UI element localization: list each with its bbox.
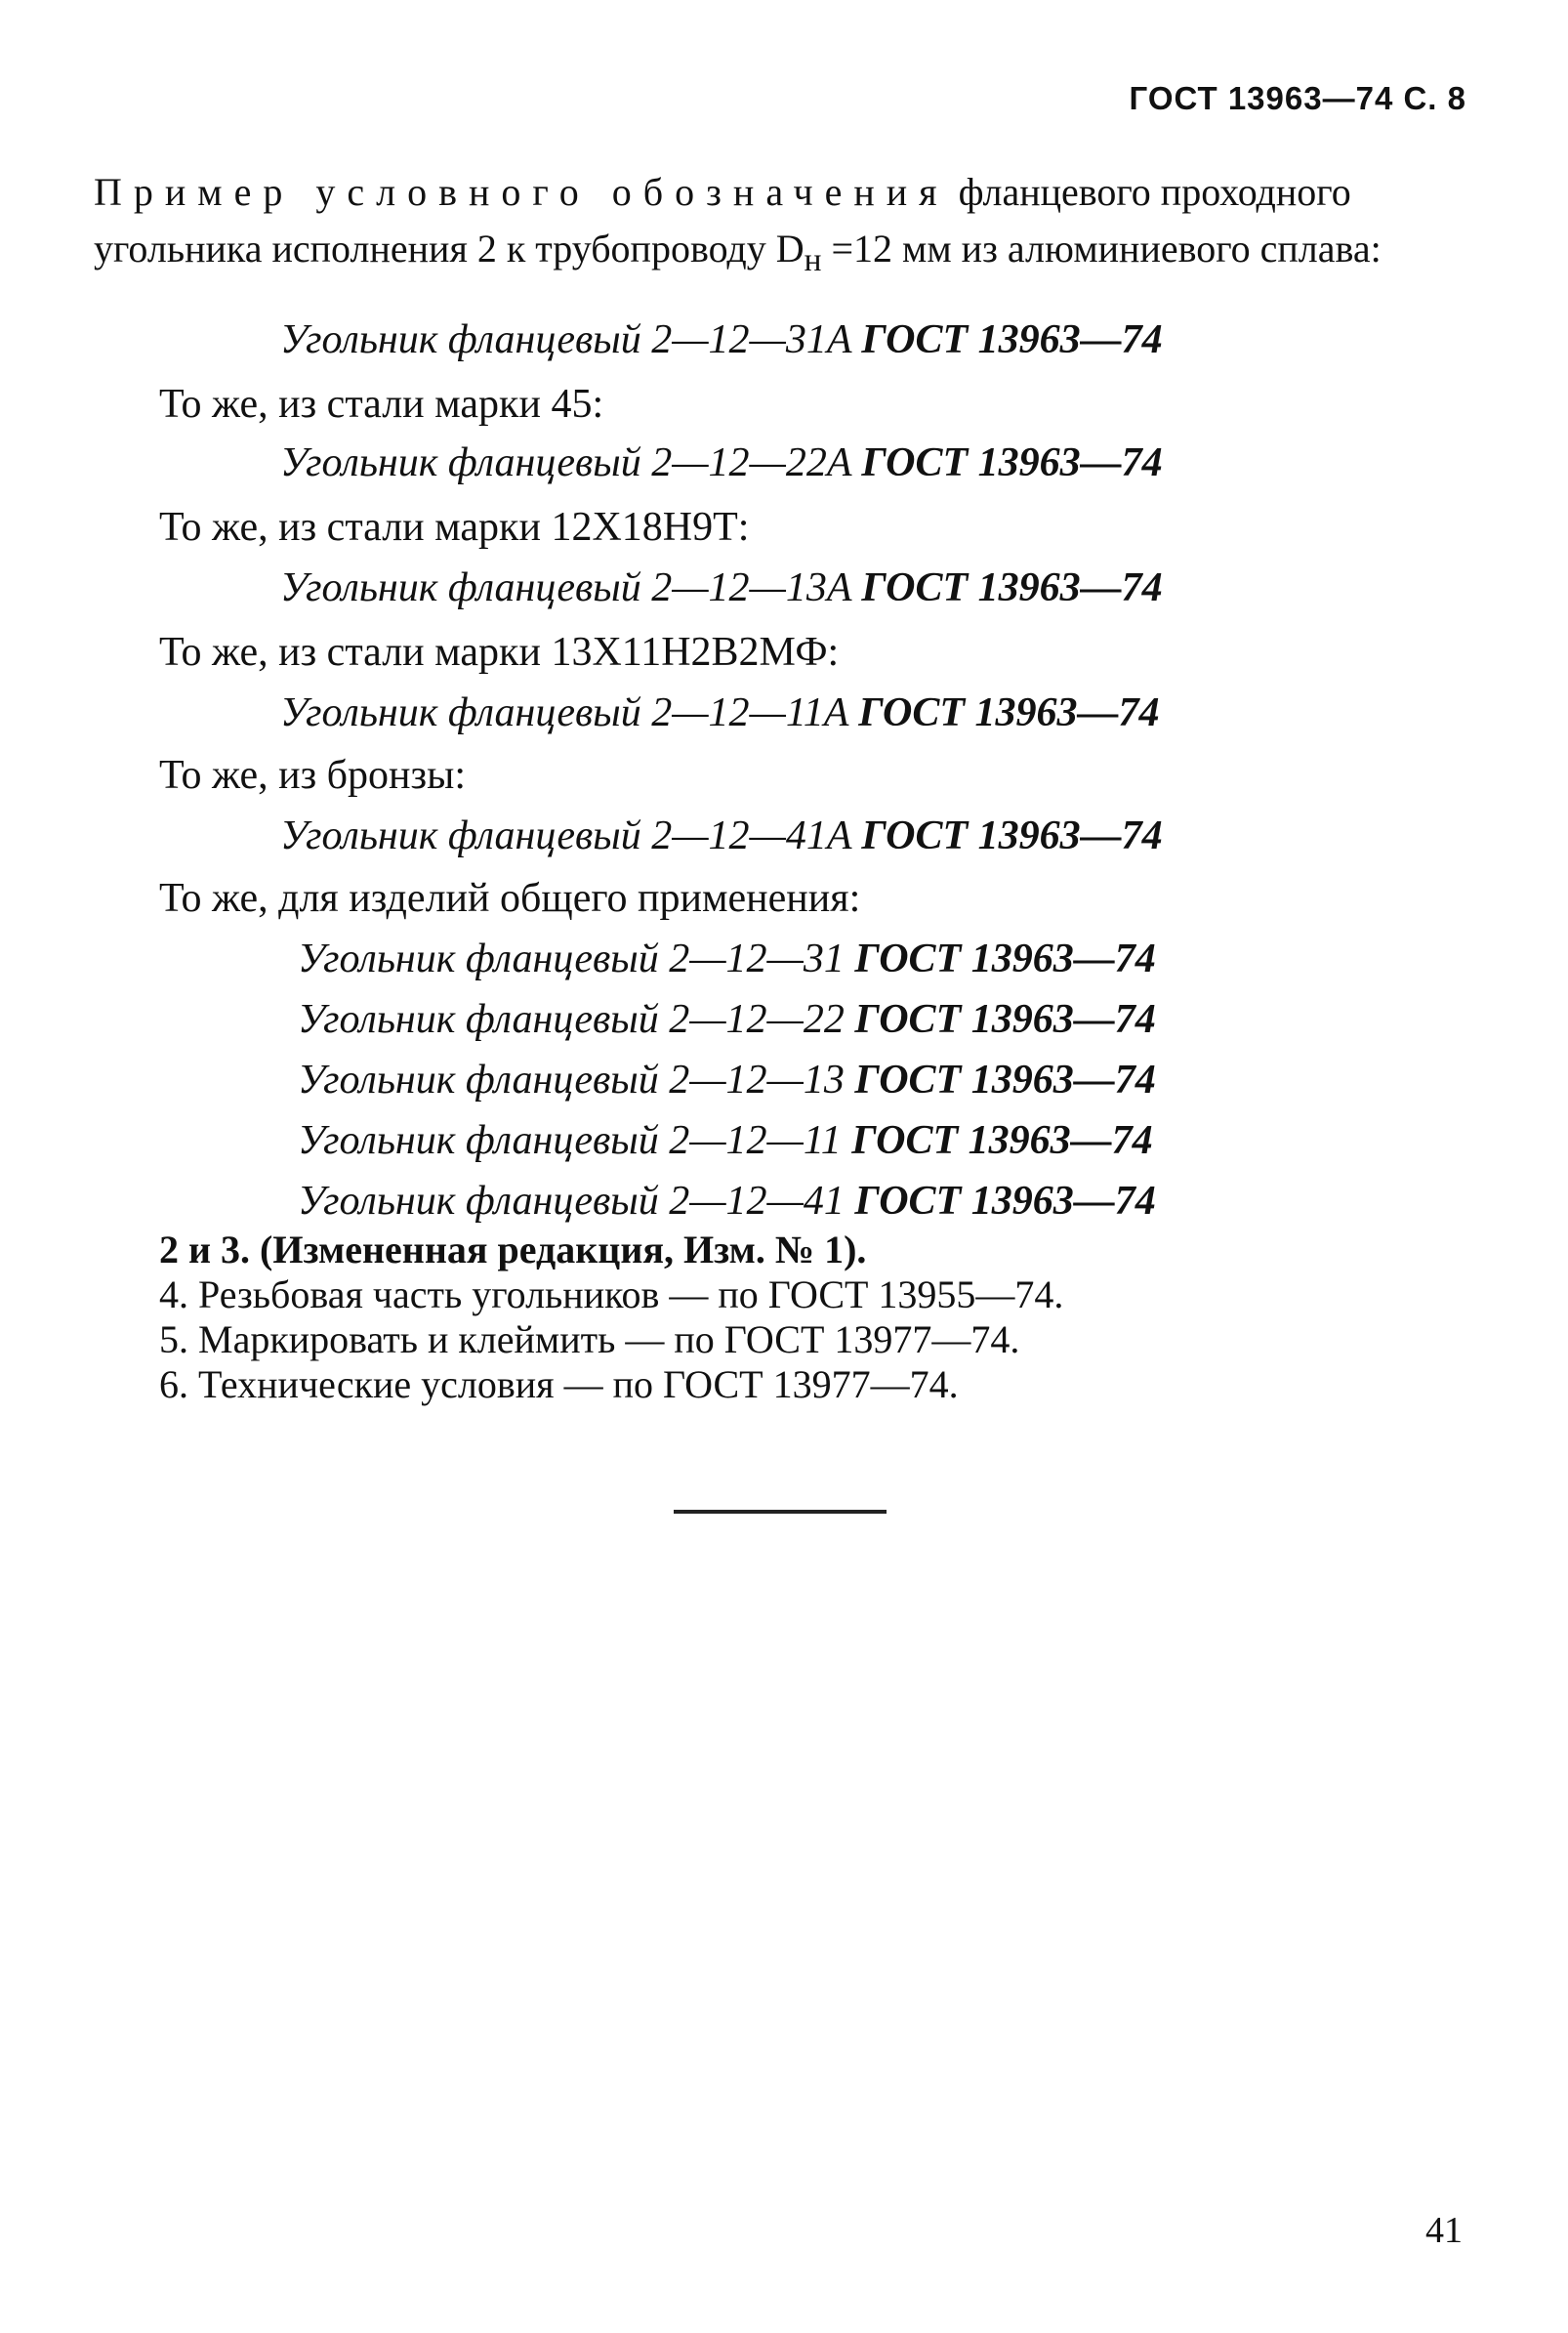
example-line: [280, 439, 1163, 486]
example-line: [280, 812, 1163, 859]
general-use-example: [298, 936, 1156, 982]
example-line: [280, 689, 1160, 736]
example-line: [280, 316, 1163, 363]
example-standard: ГОСТ 13963—74: [854, 937, 1156, 981]
example-variant: Угольник фланцевый 2—12—13A: [280, 565, 851, 610]
intro-paragraph: [94, 164, 1470, 289]
example-variant: Угольник фланцевый 2—12—11: [298, 1118, 842, 1163]
intro-text: фланцевого проходного угольника исполнения 2 к трубопроводу D: [94, 170, 1351, 271]
clause-2-3: 2 и 3. (Измененная редакция, Изм. № 1).: [159, 1228, 867, 1271]
example-variant: Угольник фланцевый 2—12—31A: [280, 317, 851, 362]
general-use-lead: То же, для изделий общего применения:: [159, 876, 861, 921]
clause-4: 4. Резьбовая часть угольников — по ГОСТ 13955—74.: [159, 1272, 1064, 1316]
example-variant: Угольник фланцевый 2—12—11A: [280, 690, 848, 735]
example-line: [280, 564, 1163, 611]
running-header: ГОСТ 13963—74 С. 8: [1129, 80, 1466, 116]
example-standard: ГОСТ 13963—74: [854, 997, 1156, 1042]
page-number: 41: [1425, 2210, 1463, 2251]
example-standard: ГОСТ 13963—74: [861, 317, 1163, 362]
diameter-subscript: н: [804, 242, 822, 278]
clause-6: 6. Технические условия — по ГОСТ 13977—74.: [159, 1362, 959, 1406]
example-variant: Угольник фланцевый 2—12—22A: [280, 440, 851, 485]
example-variant: Угольник фланцевый 2—12—31: [298, 937, 845, 981]
clause-5: 5. Маркировать и клеймить — по ГОСТ 13977—74.: [159, 1317, 1020, 1361]
general-use-example: [298, 1117, 1153, 1164]
example-variant: Угольник фланцевый 2—12—13: [298, 1058, 845, 1103]
general-use-example: [298, 1057, 1156, 1104]
general-use-example: [298, 1178, 1156, 1225]
example-variant: Угольник фланцевый 2—12—41: [298, 1179, 845, 1224]
material-lead: То же, из стали марки 12Х18Н9Т:: [159, 505, 750, 550]
example-variant: Угольник фланцевый 2—12—22: [298, 997, 845, 1042]
material-lead: То же, из стали марки 45:: [159, 382, 604, 427]
material-lead: То же, из бронзы:: [159, 753, 466, 798]
example-standard: ГОСТ 13963—74: [861, 565, 1163, 610]
example-standard: ГОСТ 13963—74: [861, 813, 1163, 858]
end-rule: [674, 1510, 887, 1514]
example-variant: Угольник фланцевый 2—12—41A: [280, 813, 851, 858]
intro-text-end: =12 мм из алюминиевого сплава:: [831, 227, 1382, 271]
example-standard: ГОСТ 13963—74: [861, 440, 1163, 485]
example-standard: ГОСТ 13963—74: [854, 1058, 1156, 1103]
example-standard: ГОСТ 13963—74: [854, 1179, 1156, 1224]
example-standard: ГОСТ 13963—74: [858, 690, 1160, 735]
general-use-example: [298, 996, 1156, 1043]
intro-lead: Пример условного обозначения: [94, 170, 949, 214]
example-standard: ГОСТ 13963—74: [851, 1118, 1153, 1163]
material-lead: То же, из стали марки 13Х11Н2В2МФ:: [159, 630, 840, 675]
